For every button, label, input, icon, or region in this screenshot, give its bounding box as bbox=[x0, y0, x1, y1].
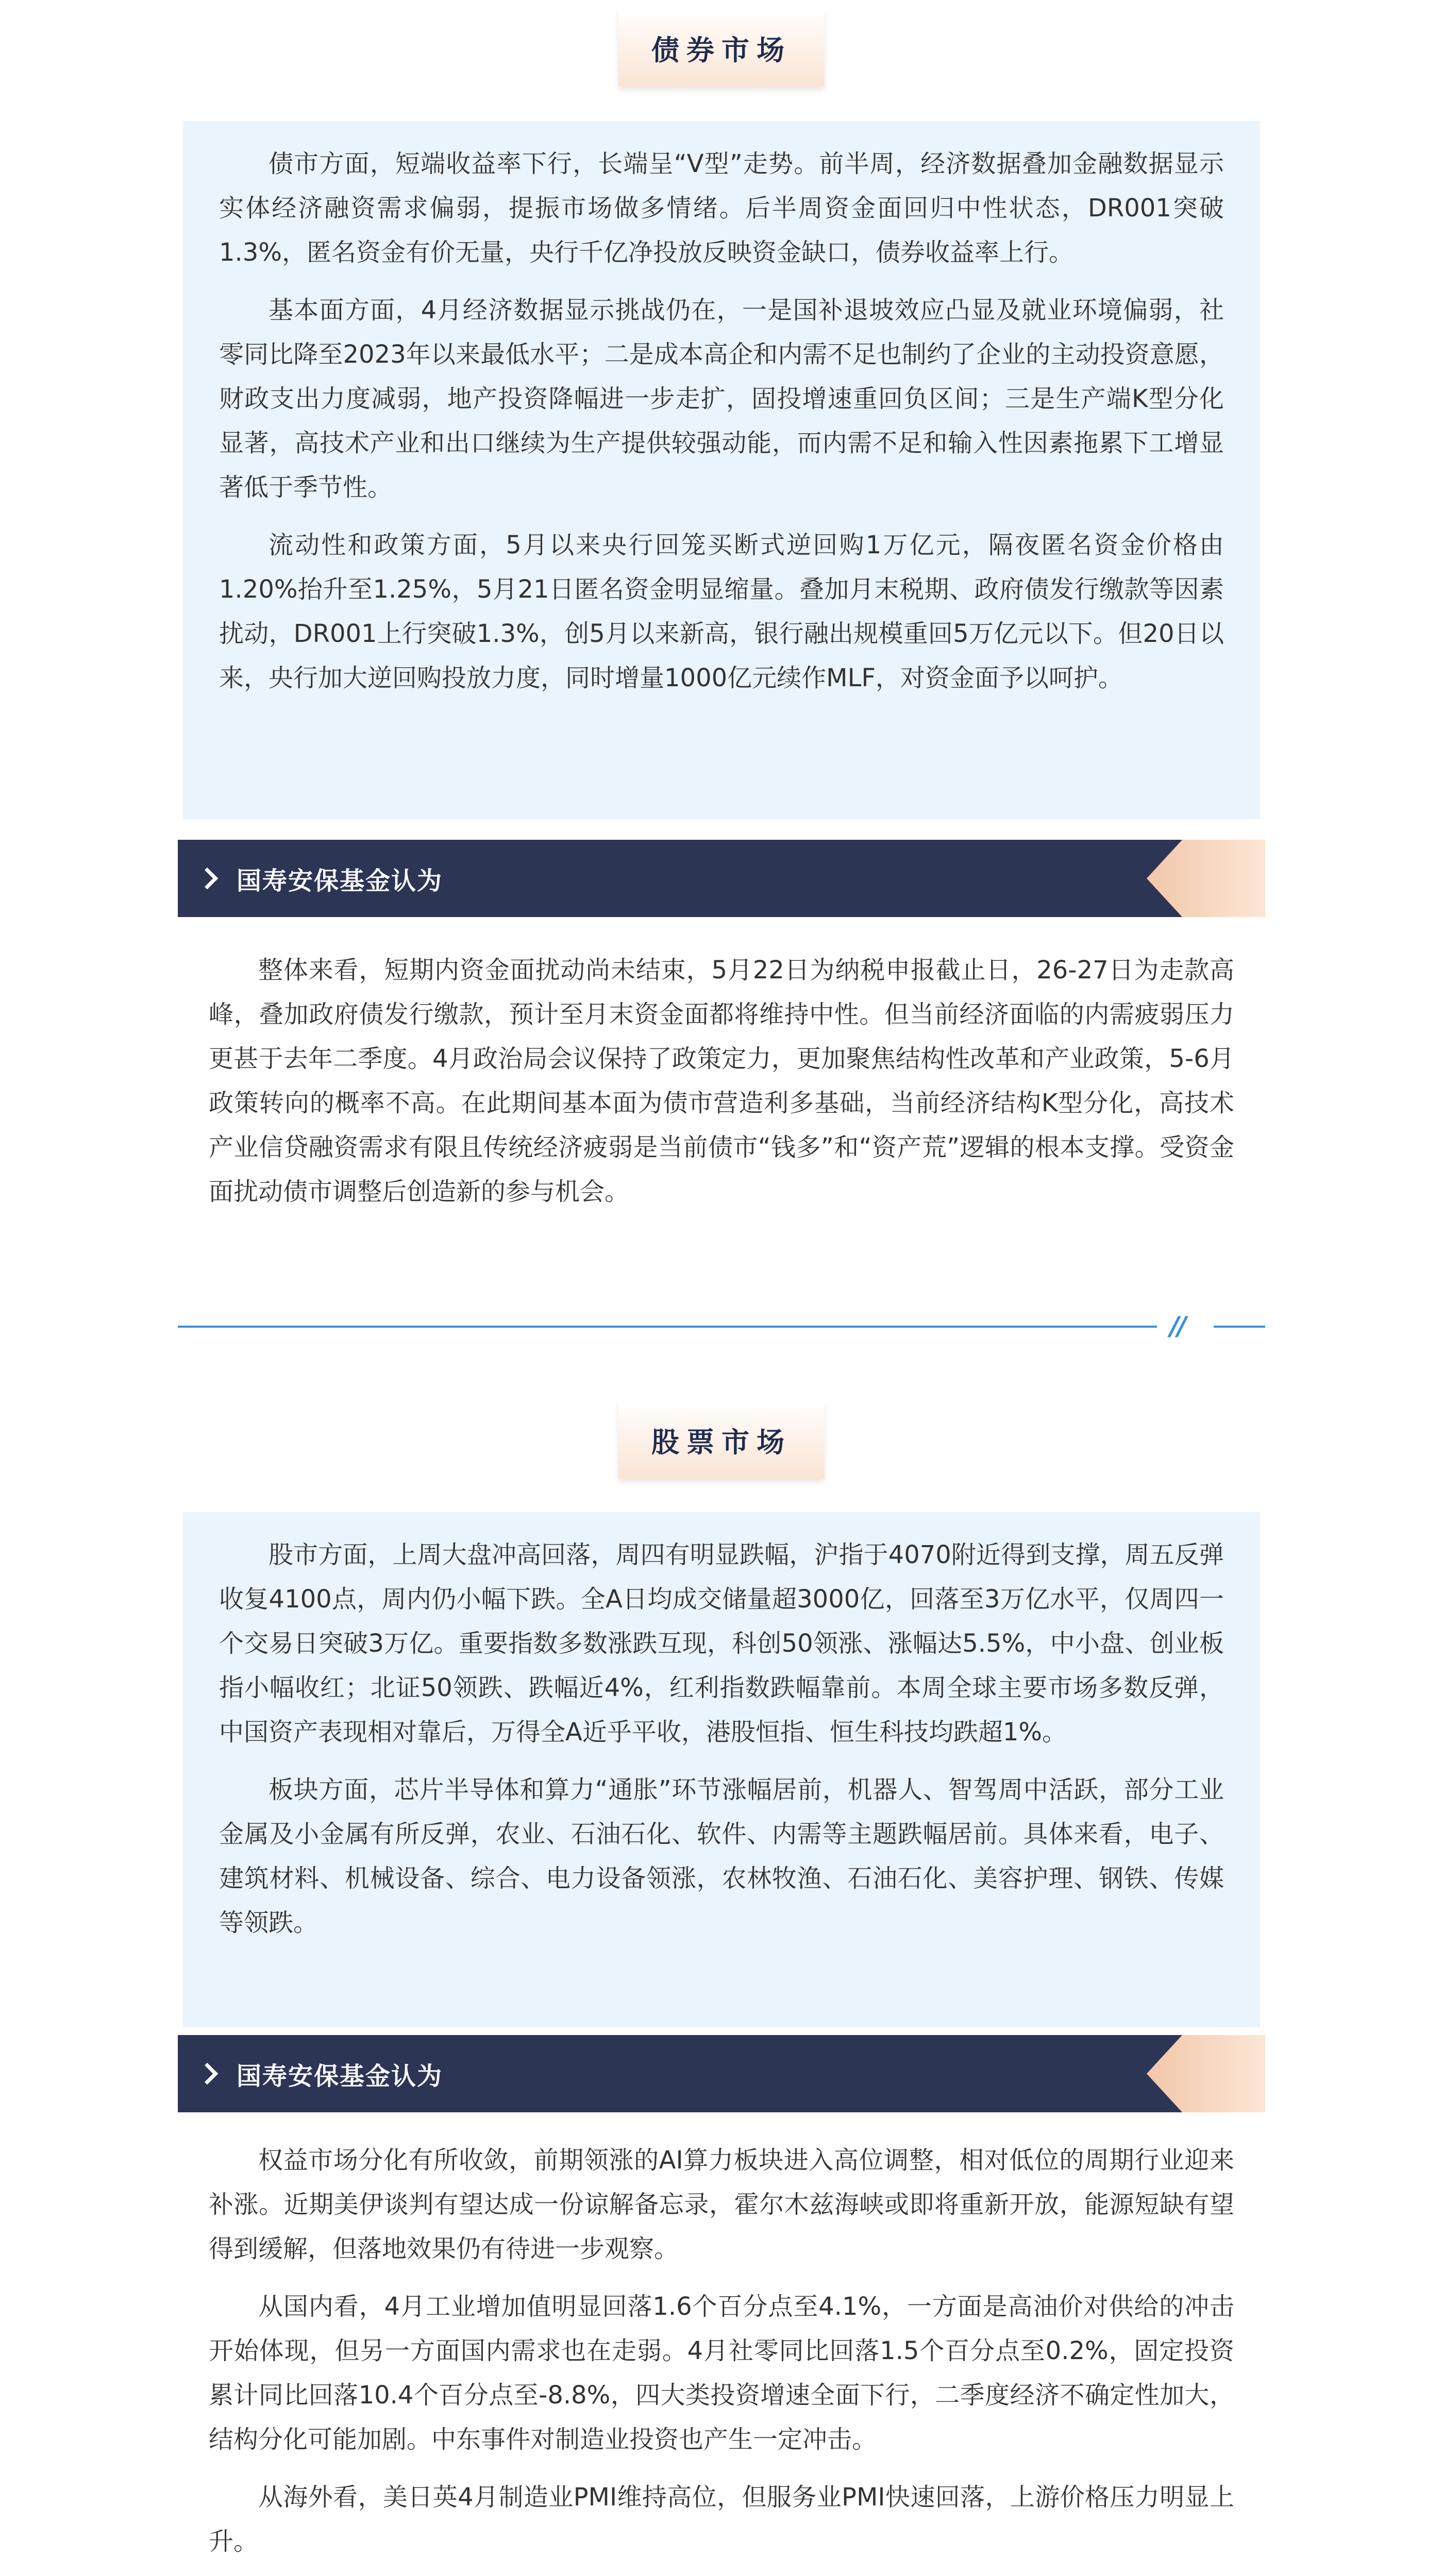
bond-paragraph: 基本面方面，4月经济数据显示挑战仍在，一是国补退坡效应凸显及就业环境偏弱，社零同比降至2023年以来最低水平；二是成本高企和内需不足也制约了企业的主动投资意愿，财政支出力度减弱，地产投资降幅进一步走扩，固投增速重回负区间；三是生产端K型分化显著，高技术产业和出口继续为生产提供较强动能，而内需不足和输入性因素拖累下工增显著低于季节性。 bbox=[219, 296, 1224, 502]
stock-view-paragraph: 从国内看，4月工业增加值明显回落1.6个百分点至4.1%，一方面是高油价对供给的冲击开始体现，但另一方面国内需求也在走弱。4月社零同比回落1.5个百分点至0.2%，固定投资累计同比回落10.4个百分点至-8.8%，四大类投资增速全面下行，二季度经济不确定性加大，结构分化可能加剧。中东事件对制造业投资也产生一定冲击。 bbox=[209, 2292, 1234, 2454]
stock-paragraph: 板块方面，芯片半导体和算力“通胀”环节涨幅居前，机器人、智驾周中活跃，部分工业金属及小金属有所反弹，农业、石油石化、软件、内需等主题跌幅居前。具体来看，电子、建筑材料、机械设备、综合、电力设备领涨，农林牧渔、石油石化、美容护理、钢铁、传媒等领跌。 bbox=[219, 1775, 1224, 1937]
banner-decoration bbox=[1147, 840, 1265, 917]
bond-paragraph: 债市方面，短端收益率下行，长端呈“V型”走势。前半周，经济数据叠加金融数据显示实体经济融资需求偏弱，提振市场做多情绪。后半周资金面回归中性状态，DR001突破1.3%，匿名资金有价无量，央行千亿净投放反映资金缺口，债券收益率上行。 bbox=[219, 149, 1224, 267]
divider-line bbox=[178, 1326, 1157, 1328]
stock-summary-box bbox=[183, 1512, 1260, 2027]
divider-line bbox=[1214, 1326, 1265, 1328]
bond-summary-box bbox=[183, 121, 1260, 819]
stock-view-text bbox=[209, 2138, 1234, 2576]
stock-view-banner bbox=[178, 2035, 1265, 2112]
banner-decoration bbox=[1147, 2035, 1265, 2112]
stock-paragraph: 股市方面，上周大盘冲高回落，周四有明显跌幅，沪指于4070附近得到支撑，周五反弹收复4100点，周内仍小幅下跌。全A日均成交储量超3000亿，回落至3万亿水平，仅周四一个交易日突破3万亿。重要指数多数涨跌互现，科创50领涨、涨幅达5.5%，中小盘、创业板指小幅收红；北证50领跌、跌幅近4%，红利指数跌幅靠前。本周全球主要市场多数反弹，中国资产表现相对靠后，万得全A近乎平收，港股恒指、恒生科技均跌超1%。 bbox=[219, 1540, 1224, 1747]
chevron-right-icon bbox=[196, 2063, 218, 2084]
bond-view-text bbox=[209, 948, 1234, 1227]
divider-slash-mark: // bbox=[1170, 1311, 1185, 1341]
stock-section-title: 股票市场 bbox=[618, 1401, 825, 1479]
bond-view-paragraph: 整体来看，短期内资金面扰动尚未结束，5月22日为纳税申报截止日，26-27日为走款高峰，叠加政府债发行缴款，预计至月末资金面都将维持中性。但当前经济面临的内需疲弱压力更甚于去年二季度。4月政治局会议保持了政策定力，更加聚焦结构性改革和产业政策，5-6月政策转向的概率不高。在此期间基本面为债市营造利多基础，当前经济结构K型分化，高技术产业信贷融资需求有限且传统经济疲弱是当前债市“钱多”和“资产荒”逻辑的根本支撑。受资金面扰动债市调整后创造新的参与机会。 bbox=[209, 956, 1234, 1206]
stock-view-paragraph: 权益市场分化有所收敛，前期领涨的AI算力板块进入高位调整，相对低位的周期行业迎来补涨。近期美伊谈判有望达成一份谅解备忘录，霍尔木兹海峡或即将重新开放，能源短缺有望得到缓解，但落地效果仍有待进一步观察。 bbox=[209, 2146, 1234, 2263]
section-divider bbox=[178, 1311, 1265, 1342]
bond-section-title: 债券市场 bbox=[618, 9, 825, 87]
chevron-right-icon bbox=[196, 868, 218, 889]
stock-view-banner-label: 国寿安保基金认为 bbox=[237, 2061, 443, 2091]
stock-view-paragraph: 从海外看，美日英4月制造业PMI维持高位，但服务业PMI快速回落，上游价格压力明显上升。 bbox=[209, 2483, 1234, 2556]
bond-view-banner bbox=[178, 840, 1265, 917]
bond-view-banner-label: 国寿安保基金认为 bbox=[237, 866, 443, 895]
bond-paragraph: 流动性和政策方面，5月以来央行回笼买断式逆回购1万亿元，隔夜匿名资金价格由1.20%抬升至1.25%，5月21日匿名资金明显缩量。叠加月末税期、政府债发行缴款等因素扰动，DR001上行突破1.3%，创5月以来新高，银行融出规模重回5万亿元以下。但20日以来，央行加大逆回购投放力度，同时增量1000亿元续作MLF，对资金面予以呵护。 bbox=[219, 531, 1224, 692]
